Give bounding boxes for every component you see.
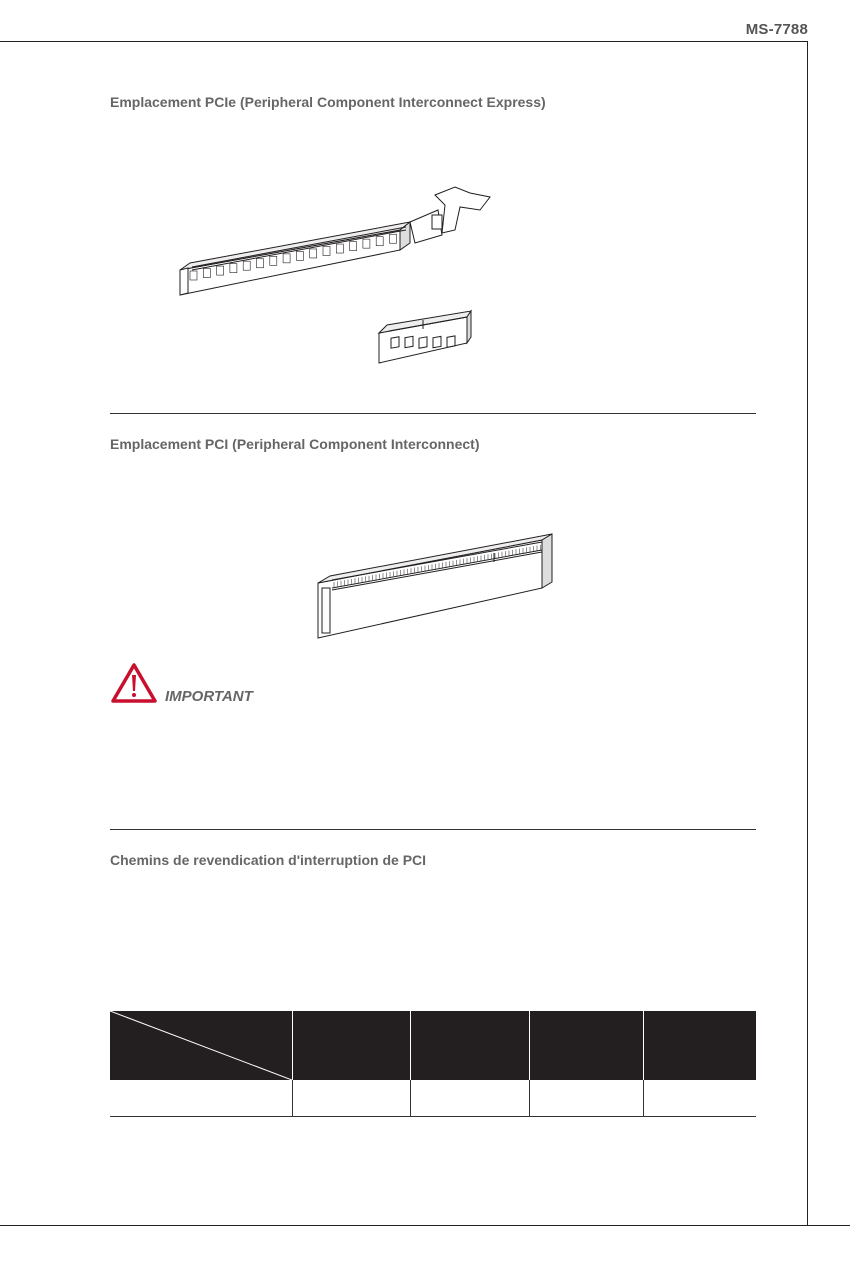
page-frame-top — [0, 41, 808, 42]
important-label: IMPORTANT — [165, 688, 253, 705]
table-cell — [411, 1080, 530, 1117]
model-number: MS-7788 — [745, 21, 808, 38]
irq-heading: Chemins de revendication d'interruption de PCI — [110, 852, 427, 868]
table-cell — [644, 1080, 757, 1117]
pcie-x1-slot-illustration — [375, 305, 475, 370]
table-corner-cell — [110, 1011, 293, 1080]
pci-slot-illustration — [312, 528, 557, 643]
table-header-cell — [293, 1011, 411, 1080]
table-header-cell — [644, 1011, 757, 1080]
table-cell — [530, 1080, 644, 1117]
table-header-cell — [530, 1011, 644, 1080]
warning-triangle-icon — [110, 662, 158, 704]
pci-heading: Emplacement PCI (Peripheral Component Interconnect) — [110, 436, 480, 452]
section-divider — [110, 413, 756, 414]
table-cell — [110, 1080, 293, 1117]
section-divider — [110, 829, 756, 830]
table-cell — [293, 1080, 411, 1117]
page-frame-right — [807, 41, 808, 1225]
pcie-x16-slot-illustration — [170, 175, 500, 305]
table-header-row — [110, 1011, 756, 1080]
irq-routing-table — [110, 1011, 756, 1117]
table-header-cell — [411, 1011, 530, 1080]
table-row — [110, 1080, 756, 1117]
page-frame-bottom — [0, 1225, 850, 1226]
pcie-heading: Emplacement PCIe (Peripheral Component Interconnect Express) — [110, 94, 546, 110]
